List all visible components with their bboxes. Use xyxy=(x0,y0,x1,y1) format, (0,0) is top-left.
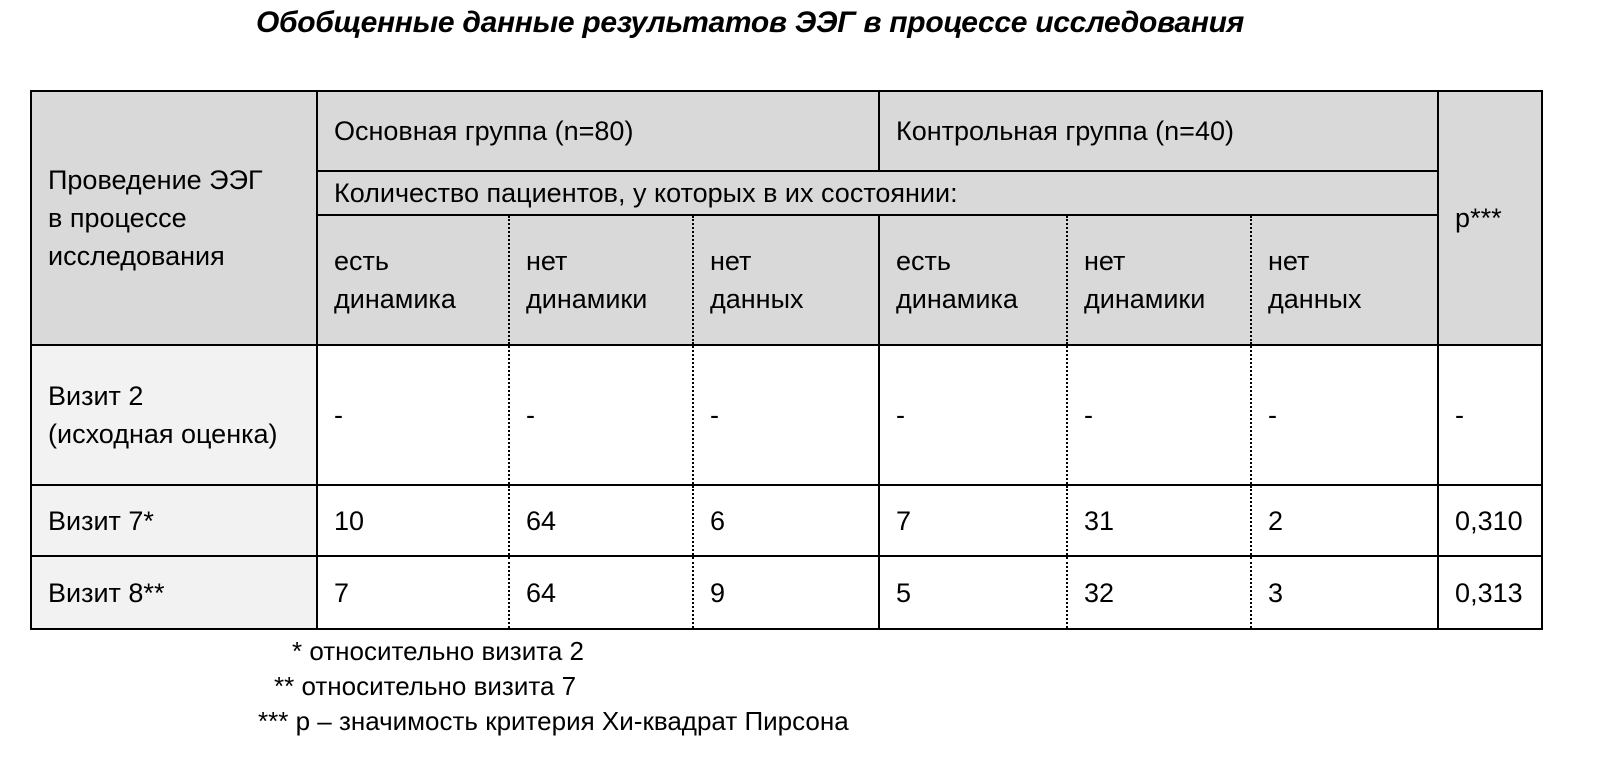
p-value-cell: 0,310 xyxy=(1438,485,1542,556)
table-cell: - xyxy=(317,345,509,485)
table-title: Обобщенные данные результатов ЭЭГ в процессе исследования xyxy=(255,6,1245,39)
row-label: Визит 7* xyxy=(31,485,317,556)
table-cell: 5 xyxy=(879,556,1067,629)
p-value-cell: - xyxy=(1438,345,1542,485)
column-header: нет динамики xyxy=(509,215,693,345)
table-row xyxy=(31,556,1542,629)
table-cell: - xyxy=(1251,345,1438,485)
column-header: есть динамика xyxy=(317,215,509,345)
table-cell: - xyxy=(1067,345,1251,485)
footnote-triple-asterisk: *** p – значимость критерия Хи-квадрат Пирсона xyxy=(258,706,849,736)
table-row xyxy=(31,485,1542,556)
table-cell: 6 xyxy=(693,485,879,556)
table-cell: 3 xyxy=(1251,556,1438,629)
table-cell: - xyxy=(879,345,1067,485)
row-header-cell xyxy=(31,91,317,345)
table-cell: - xyxy=(693,345,879,485)
footnotes xyxy=(258,634,849,739)
table-cell: 32 xyxy=(1067,556,1251,629)
table-cell: 2 xyxy=(1251,485,1438,556)
p-value-header: p*** xyxy=(1438,91,1542,345)
p-value-cell: 0,313 xyxy=(1438,556,1542,629)
column-header: нет динамики xyxy=(1067,215,1251,345)
table-row xyxy=(31,345,1542,485)
header-row-groups xyxy=(31,91,1542,171)
footnote-double-asterisk: ** относительно визита 7 xyxy=(274,671,577,701)
footnote-single-asterisk: * относительно визита 2 xyxy=(292,636,584,666)
table-cell: 64 xyxy=(509,485,693,556)
eeg-results-table xyxy=(30,90,1543,630)
table-cell: 64 xyxy=(509,556,693,629)
table-cell: - xyxy=(509,345,693,485)
table-cell: 10 xyxy=(317,485,509,556)
table-cell: 9 xyxy=(693,556,879,629)
column-header: нет данных xyxy=(693,215,879,345)
column-header: нет данных xyxy=(1251,215,1438,345)
table-cell: 31 xyxy=(1067,485,1251,556)
row-header-line: исследования xyxy=(48,241,225,271)
table-cell: 7 xyxy=(879,485,1067,556)
row-header-line: в процессе xyxy=(48,203,187,233)
table-cell: 7 xyxy=(317,556,509,629)
group-header-control: Контрольная группа (n=40) xyxy=(879,91,1438,171)
row-header-line: Проведение ЭЭГ xyxy=(48,165,263,195)
column-header: есть динамика xyxy=(879,215,1067,345)
row-label: Визит 2 (исходная оценка) xyxy=(31,345,317,485)
row-label: Визит 8** xyxy=(31,556,317,629)
group-header-main: Основная группа (n=80) xyxy=(317,91,879,171)
subheader-cell: Количество пациентов, у которых в их состоянии: xyxy=(317,171,1438,215)
